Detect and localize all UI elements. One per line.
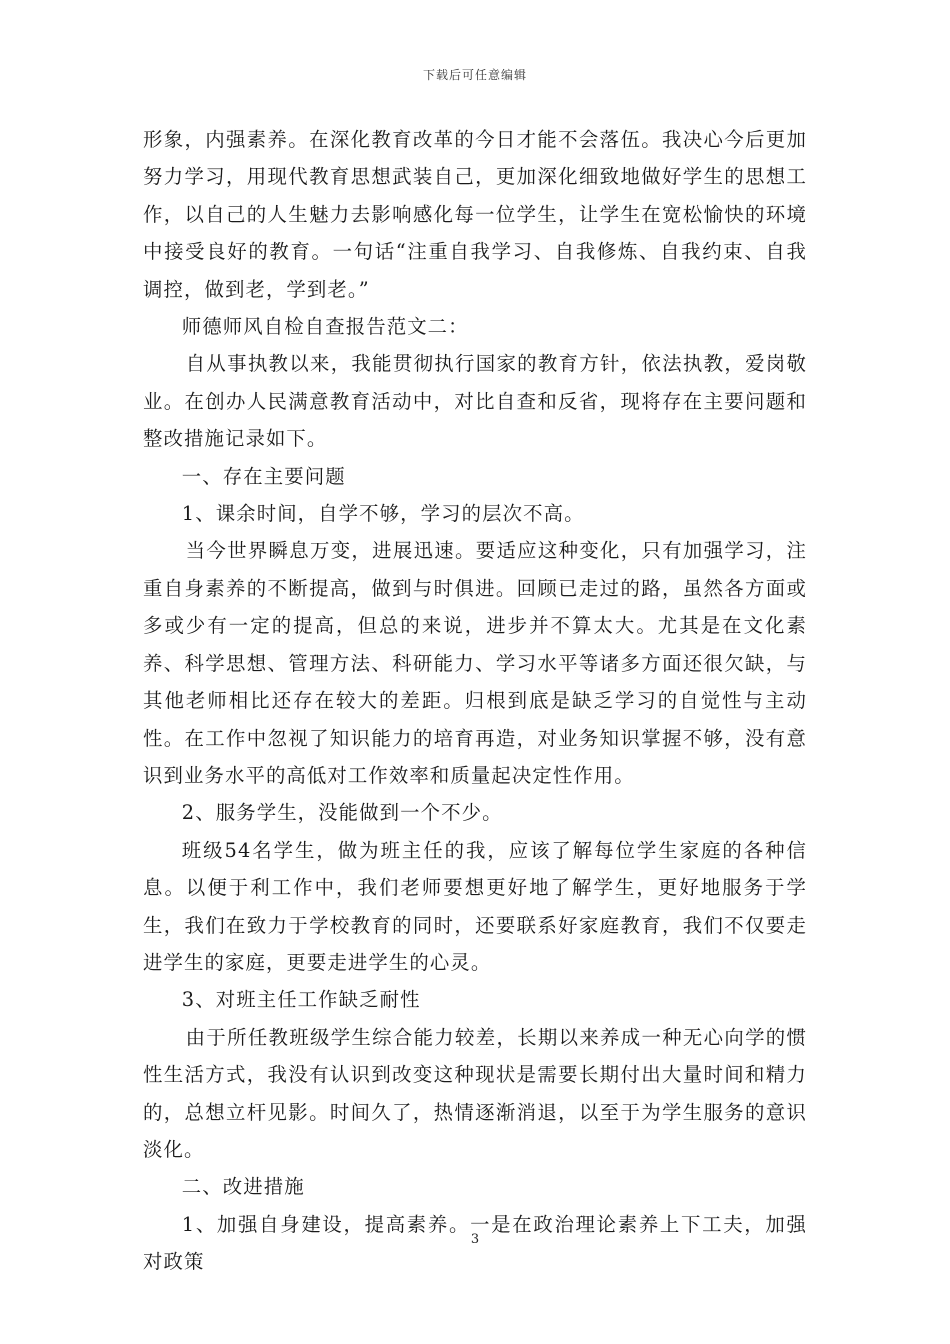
document-body <box>143 121 807 1281</box>
paragraph-2-heading: 师德师风自检自查报告范文二： <box>181 315 469 339</box>
paragraph-1: 形象，内强素养。在深化教育改革的今日才能不会落伍。我决心今后更加努力学习，用现代教育思想武装自己，更加深化细致地做好学生的思想工作，以自己的人生魅力去影响感化每一位学生，让学生在宽松愉快的环境中接受良好的教育。一句话“注重自我学习、自我修炼、自我约束、自我调控，做到老，学到老。” <box>143 128 807 301</box>
paragraph-3: 自从事执教以来，我能贯彻执行国家的教育方针，依法执教，爱岗敬业。在创办人民满意教育活动中，对比自查和反省，现将存在主要问题和整改措施记录如下。 <box>143 352 807 451</box>
section-heading-1: 一、存在主要问题 <box>181 464 346 488</box>
paragraph-7: 1、加强自身建设，提高素养。一是在政治理论素养上下工夫，加强对政策 <box>143 1212 807 1274</box>
paragraph-6: 由于所任教班级学生综合能力较差，长期以来养成一种无心向学的惯性生活方式，我没有认识到改变这种现状是需要长期付出大量时间和精力的，总想立杆见影。时间久了，热情逐渐消退，以至于为学生服务的意识淡化。 <box>143 1025 807 1161</box>
page-number: 3 <box>470 1232 480 1247</box>
paragraph-4: 当今世界瞬息万变，进展迅速。要适应这种变化，只有加强学习，注重自身素养的不断提高，做到与时俱进。回顾已走过的路，虽然各方面或多或少有一定的提高，但总的来说，进步并不算太大。尤其是在文化素养、科学思想、管理方法、科研能力、学习水平等诸多方面还很欠缺，与其他老师相比还存在较大的差距。归根到底是缺乏学习的自觉性与主动性。在工作中忽视了知识能力的培育再造，对业务知识掌握不够，没有意识到业务水平的高低对工作效率和质量起决定性作用。 <box>143 539 807 787</box>
subheading-1: 1、课余时间，自学不够，学习的层次不高。 <box>181 502 585 526</box>
paragraph-5: 班级54名学生，做为班主任的我，应该了解每位学生家庭的各种信息。以便于利工作中，我们老师要想更好地了解学生，更好地服务于学生，我们在致力于学校教育的同时，还要联系好家庭教育，我们不仅要走进学生的家庭，更要走进学生的心灵。 <box>143 838 807 974</box>
page-header: 下载后可任意编辑 <box>422 68 527 82</box>
subheading-2: 2、服务学生，没能做到一个不少。 <box>181 801 503 825</box>
section-heading-2: 二、改进措施 <box>181 1175 305 1199</box>
subheading-3: 3、对班主任工作缺乏耐性 <box>181 988 421 1012</box>
